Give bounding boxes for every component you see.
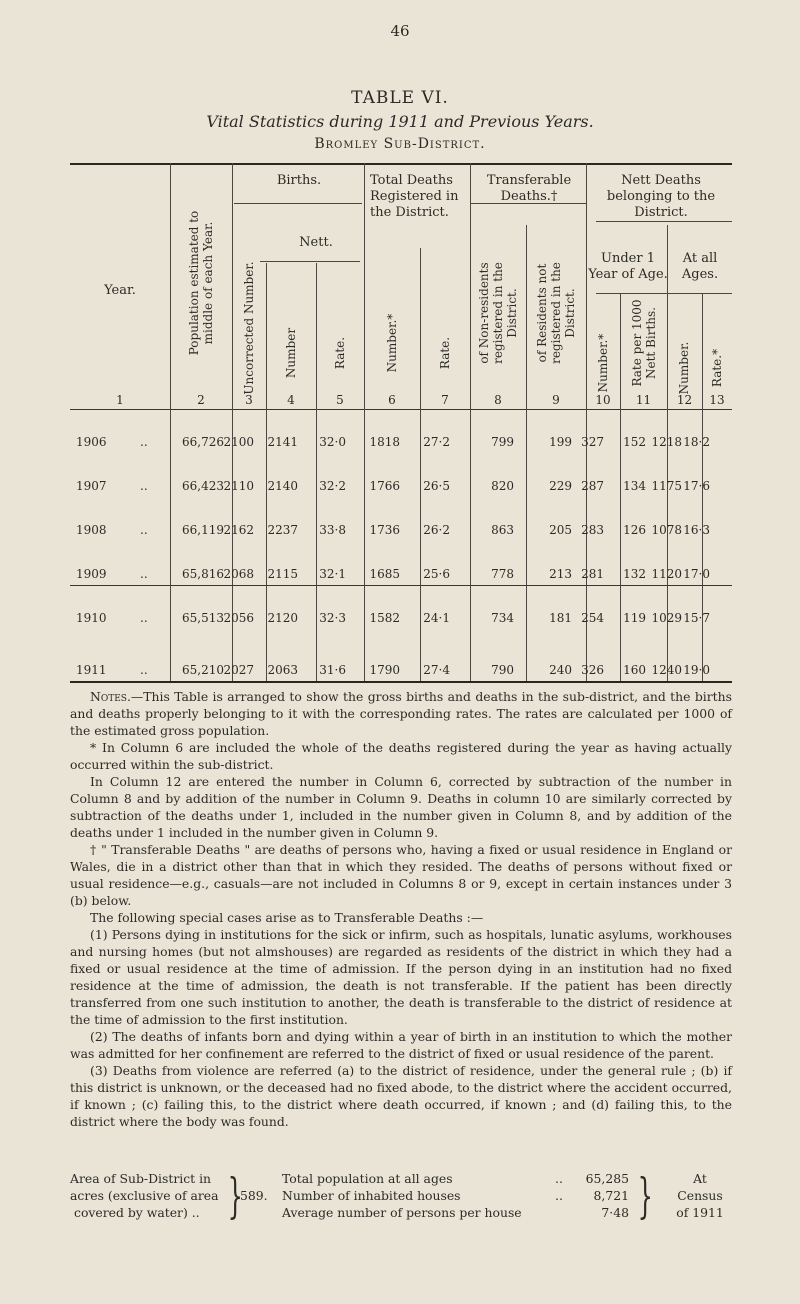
census-word: Census: [677, 1188, 723, 1203]
leader-dots: ..: [555, 1188, 563, 1203]
cell-dnum: 1736: [369, 523, 400, 537]
col-number: 6: [388, 393, 396, 407]
residents-not-header: of Residents not registered in the District.: [535, 262, 577, 364]
col-number: 3: [245, 393, 253, 407]
cell-drate: 26·5: [423, 479, 450, 493]
cell-pop: 66,119: [182, 523, 224, 537]
col-number: 10: [595, 393, 611, 407]
page-number: 46: [390, 22, 410, 40]
cell-dnum: 1790: [369, 663, 400, 677]
area-label-2: acres (exclusive of area: [70, 1188, 219, 1203]
col-rule: [586, 163, 587, 681]
cell-drate: 24·1: [423, 611, 450, 625]
col-rule: [232, 163, 233, 681]
census-summary: [70, 1170, 732, 1230]
total-population-value: 65,285: [585, 1171, 629, 1186]
cell-urate: 152: [623, 435, 646, 449]
cell-res: 205: [549, 523, 572, 537]
under1-rate-header: Rate per 1000 Nett Births.: [630, 299, 658, 387]
nett-header: Nett.: [299, 235, 333, 250]
note-8: (3) Deaths from violence are referred (a) to the district of residence, under the general rule ; (b) if this district is unknown, or the deceased had no fixed abode, to the district where the accident occurred, if known ; (c) failing this, to the district where death occurred, if known ; and (d) failing this, to the district where the body was found.: [70, 1063, 732, 1129]
area-label-1: Area of Sub-District in: [70, 1171, 212, 1186]
cell-res: 240: [549, 663, 572, 677]
nett-deaths-header: Nett Deaths belonging to the District.: [606, 173, 716, 220]
cell-urate: 132: [623, 567, 646, 581]
births-underline: [234, 203, 362, 204]
all-ages-header: At all Ages.: [681, 251, 719, 282]
cell-arate: 18·2: [683, 435, 710, 449]
note-7: (2) The deaths of infants born and dying within a year of birth in an institution to which the mother was admitted for her confinement are referred to the district of fixed or usual residence of the parent.: [70, 1029, 732, 1061]
total-deaths-header: Total Deaths Registered in the District.: [370, 173, 459, 220]
row-year: 1909: [76, 567, 107, 581]
cell-pop: 65,210: [182, 663, 224, 677]
cell-anum: 1240: [651, 663, 682, 677]
deaths-rate-header: Rate.: [438, 336, 452, 370]
note-4: † " Transferable Deaths " are deaths of persons who, having a fixed or usual residence in England or Wales, die in a district other than that in which they resided. The deaths of persons without fixed or usual residence—e.g., casuals—are not included in Columns 8 or 9, except in certain instances under 3 (b) below.: [70, 842, 732, 908]
under1-number-header: Number.*: [596, 333, 610, 393]
all-ages-rate-header: Rate.*: [710, 348, 724, 388]
row-year: 1910: [76, 611, 107, 625]
cell-unum: 327: [581, 435, 604, 449]
col-number: 1: [116, 393, 124, 407]
col-number: 12: [676, 393, 693, 407]
cell-anum: 1078: [651, 523, 682, 537]
cell-rate: 32·2: [319, 479, 346, 493]
row-year: 1911: [76, 663, 107, 677]
transferable-header: Transferable Deaths.†: [486, 173, 572, 204]
table-row: [70, 479, 732, 499]
cell-rate: 33·8: [319, 523, 346, 537]
cell-arate: 17·0: [683, 567, 710, 581]
cell-anum: 1175: [651, 479, 682, 493]
cell-unum: 281: [581, 567, 604, 581]
row-year: 1908: [76, 523, 107, 537]
cell-drate: 26·2: [423, 523, 450, 537]
table-subtitle: Vital Statistics during 1911 and Previous Years.: [206, 112, 594, 131]
persons-per-house-value: 7·48: [601, 1205, 629, 1220]
cell-num: 2063: [267, 663, 298, 677]
total-population-label: Total population at all ages: [282, 1171, 453, 1186]
row-year: 1907: [76, 479, 107, 493]
cell-unc: 2056: [223, 611, 254, 625]
inhabited-houses-label: Number of inhabited houses: [282, 1188, 461, 1203]
nett-deaths-underline: [596, 221, 732, 222]
table-row: [70, 435, 732, 455]
cell-num: 2115: [267, 567, 298, 581]
vital-statistics-table: [70, 163, 732, 683]
cell-rate: 31·6: [319, 663, 346, 677]
notes-lead: Notes.: [90, 689, 131, 704]
cell-pop: 66,423: [182, 479, 224, 493]
cell-pop: 65,513: [182, 611, 224, 625]
cell-urate: 126: [623, 523, 646, 537]
cell-num: 2237: [267, 523, 298, 537]
cell-nonres: 778: [491, 567, 514, 581]
cell-unum: 254: [581, 611, 604, 625]
area-value: 589.: [240, 1188, 268, 1203]
row-leader-dots: ..: [140, 479, 148, 493]
nett-underline: [260, 261, 360, 262]
cell-urate: 119: [623, 611, 646, 625]
population-header: Population estimated to middle of each Year.: [187, 210, 215, 356]
row-leader-dots: ..: [140, 523, 148, 537]
cell-unc: 2110: [223, 479, 254, 493]
cell-unum: 326: [581, 663, 604, 677]
row-year: 1906: [76, 435, 107, 449]
note-1: [70, 688, 732, 739]
brace-left: }: [227, 1168, 243, 1224]
persons-per-house-label: Average number of persons per house: [282, 1205, 522, 1220]
cell-arate: 16·3: [683, 523, 710, 537]
cell-nonres: 799: [491, 435, 514, 449]
table-title: TABLE VI.: [351, 88, 449, 108]
cell-res: 181: [549, 611, 572, 625]
cell-num: 2120: [267, 611, 298, 625]
inhabited-houses-value: 8,721: [593, 1188, 629, 1203]
cell-dnum: 1766: [369, 479, 400, 493]
uncorrected-header: Uncorrected Number.: [242, 261, 256, 395]
cell-anum: 1218: [651, 435, 682, 449]
cell-drate: 27·4: [423, 663, 450, 677]
cell-nonres: 734: [491, 611, 514, 625]
col-number: 11: [635, 393, 652, 407]
cell-unc: 2100: [223, 435, 254, 449]
cell-res: 199: [549, 435, 572, 449]
note-3: In Column 12 are entered the number in Column 6, corrected by subtraction of the number in Column 8 and by addition of the number in Column 9. Deaths in column 10 are similarly corrected by subtraction of the deaths under 1, included in the number given in Column 8, and by addition of the deaths under 1 included in the number given in Column 9.: [70, 774, 732, 840]
census-at: At: [693, 1171, 707, 1186]
col-rule: [170, 163, 171, 681]
cell-dnum: 1685: [369, 567, 400, 581]
all-ages-number-header: Number.: [677, 341, 691, 395]
cell-num: 2141: [267, 435, 298, 449]
note-2: * In Column 6 are included the whole of the deaths registered during the year as having actually occurred within the sub-district.: [70, 740, 732, 772]
cell-arate: 17·6: [683, 479, 710, 493]
cell-nonres: 790: [491, 663, 514, 677]
note-5: The following special cases arise as to Transferable Deaths :—: [90, 910, 484, 925]
leader-dots: ..: [555, 1171, 563, 1186]
cell-arate: 19·0: [683, 663, 710, 677]
cell-rate: 32·3: [319, 611, 346, 625]
deaths-number-header: Number.*: [385, 313, 399, 373]
row-leader-dots: ..: [140, 567, 148, 581]
under1-underline: [596, 293, 732, 294]
cell-pop: 66,726: [182, 435, 224, 449]
brace-right: }: [637, 1168, 653, 1224]
row-leader-dots: ..: [140, 435, 148, 449]
cell-rate: 32·0: [319, 435, 346, 449]
cell-res: 213: [549, 567, 572, 581]
cell-nonres: 863: [491, 523, 514, 537]
cell-urate: 160: [623, 663, 646, 677]
table-row: [70, 567, 732, 587]
cell-num: 2140: [267, 479, 298, 493]
cell-drate: 25·6: [423, 567, 450, 581]
table-row: [70, 523, 732, 543]
cell-nonres: 820: [491, 479, 514, 493]
col-number: 7: [441, 393, 449, 407]
col-number: 9: [552, 393, 560, 407]
cell-drate: 27·2: [423, 435, 450, 449]
year-header: Year.: [104, 283, 136, 298]
cell-pop: 65,816: [182, 567, 224, 581]
cell-urate: 134: [623, 479, 646, 493]
under1-header: Under 1 Year of Age.: [588, 251, 668, 282]
col-number: 5: [336, 393, 344, 407]
col-rule: [470, 163, 471, 681]
cell-dnum: 1582: [369, 611, 400, 625]
cell-arate: 15·7: [683, 611, 710, 625]
non-residents-header: of Non-residents registered in the District.: [477, 262, 519, 364]
cell-unc: 2162: [223, 523, 254, 537]
note-1-text: —This Table is arranged to show the gross births and deaths in the sub-district, and the births and deaths properly belonging to it with the corresponding rates. The rates are calculated per 1000 of the estimated gross population.: [70, 689, 732, 738]
row-leader-dots: ..: [140, 663, 148, 677]
col-number: 8: [494, 393, 502, 407]
nett-number-header: Number: [284, 327, 298, 379]
cell-anum: 1029: [651, 611, 682, 625]
cell-unc: 2027: [223, 663, 254, 677]
cell-anum: 1120: [651, 567, 682, 581]
district-name: Bromley Sub-District.: [314, 136, 486, 152]
census-year: of 1911: [676, 1205, 724, 1220]
row-leader-dots: ..: [140, 611, 148, 625]
cell-unc: 2068: [223, 567, 254, 581]
cell-unum: 287: [581, 479, 604, 493]
col-number: 2: [197, 393, 205, 407]
table-row: [70, 611, 732, 631]
col-number: 4: [287, 393, 295, 407]
cell-res: 229: [549, 479, 572, 493]
births-header: Births.: [276, 173, 322, 188]
note-6: (1) Persons dying in institutions for the sick or infirm, such as hospitals, lunatic asylums, workhouses and nursing homes (but not almshouses) are regarded as residents of the district in which they had a fixed or usual residence at the time of admission. If the person dying in an institution had no fixed residence at the time of admission, the death is not transferable. If the patient has been directly transferred from one such institution to another, the death is transferable to the district of residence at the time of admission to the first institution.: [70, 927, 732, 1027]
cell-dnum: 1818: [369, 435, 400, 449]
area-label-3: covered by water) ..: [74, 1205, 200, 1220]
nett-rate-header: Rate.: [333, 336, 347, 370]
notes-section: [70, 688, 732, 1130]
table-row: [70, 663, 732, 683]
cell-unum: 283: [581, 523, 604, 537]
cell-rate: 32·1: [319, 567, 346, 581]
col-number: 13: [709, 393, 725, 407]
